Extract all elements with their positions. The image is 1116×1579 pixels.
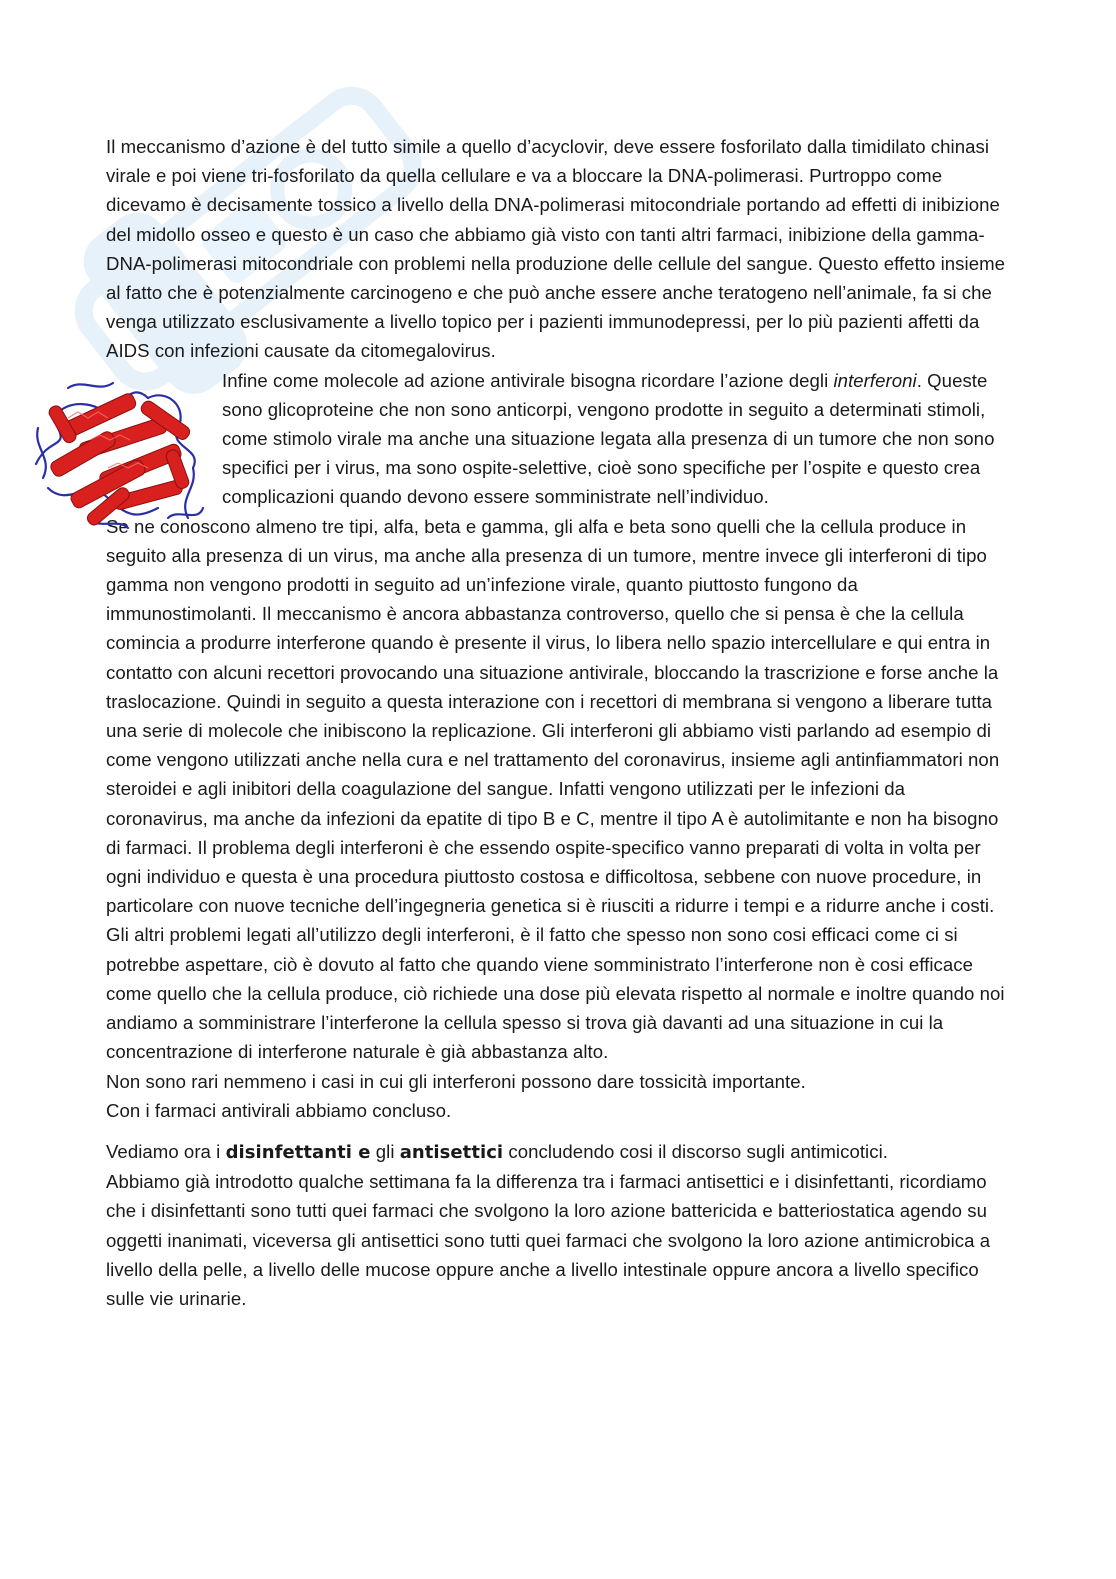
paragraph-5: Non sono rari nemmeno i casi in cui gli interferoni possono dare tossicità importante. [106, 1070, 806, 1092]
term-interferoni: interferoni [833, 369, 917, 391]
paragraph-3: Se ne conoscono almeno tre tipi, alfa, beta e gamma, gli alfa e beta sono quelli che la cellula produce in seguito alla presenza di un virus, ma anche alla presenza di un tumore, mentre invece gli interferoni di tipo gamma non vengono prodotti in seguito ad un’infezione virale, quanto piuttosto fungono da immunostimolanti. Il meccanismo è ancora abbastanza controverso, quello che si pensa è che la cellula comincia a produrre interferone quando è presente il virus, lo libera nello spazio intercellulare e qui entra in contatto con alcuni recettori provocando una situazione antivirale, bloccando la trascrizione e forse anche la traslocazione. Quindi in seguito a questa interazione con i recettori di membrana si vengono a liberare tutta una serie di molecole che inibiscono la replicazione. Gli interferoni gli abbiamo visti parlando ad esempio di come vengono utilizzati anche nella cura e nel trattamento del coronavirus, insieme agli antinfiammatori non steroidei e agli inibitori della coagulazione del sangue. Infatti vengono utilizzati per le infezioni da coronavirus, ma anche da infezioni da epatite di tipo B e C, mentre il tipo A è autolimitante e non ha bisogno di farmaci. Il problema degli interferoni è che essendo ospite-specifico vanno preparati di volta in volta per ogni individuo e questa è una procedura piuttosto costosa e difficoltosa, sebbene con nuove procedure, in particolare con nuove tecniche dell’ingegneria genetica si è riusciti a ridurre i tempi e a ridurre anche i costi. [106, 515, 1000, 917]
paragraph-4: Gli altri problemi legati all’utilizzo degli interferoni, è il fatto che spesso non sono cosi efficaci come ci si potrebbe aspettare, ciò è dovuto al fatto che quando viene somministrato l’interferone non è cosi efficace come quello che la cellula produce, ciò richiede una dose più elevata rispetto al normale e inoltre quando noi andiamo a somministrare l’interferone la cellula spesso si trova già davanti ad una situazione in cui la concentrazione di interferone naturale è già abbastanza alto. [106, 924, 1005, 1063]
protein-structure-image [28, 368, 210, 534]
term-antisettici: antisettici [399, 1141, 504, 1163]
paragraph-7: Vediamo ora i disinfettanti e gli antisettici concludendo cosi il discorso sugli antimicotici. [106, 1140, 888, 1163]
paragraph-gap [106, 1125, 1006, 1137]
paragraph-1: Il meccanismo d’azione è del tutto simile a quello d’acyclovir, deve essere fosforilato dalla timidilato chinasi virale e poi viene tri-fosforilato da quella cellulare e va a bloccare la DNA-polimerasi. Purtroppo come dicevamo è decisamente tossico a livello della DNA-polimerasi mitocondriale portando ad effetti di inibizione del midollo osseo e questo è un caso che abbiamo già visto con tanti altri farmaci, inibizione della gamma-DNA-polimerasi mitocondriale con problemi nella produzione delle cellule del sangue. Questo effetto insieme al fatto che è potenzialmente carcinogeno e che può anche essere anche teratogeno nell’animale, fa si che venga utilizzato esclusivamente a livello topico per i pazienti immunodepressi, per lo più pazienti affetti da AIDS con infezioni causate da citomegalovirus. [106, 136, 1006, 362]
interferon-intro-block [106, 366, 1006, 512]
term-disinfettanti: disinfettanti e [225, 1141, 371, 1163]
paragraph-8: Abbiamo già introdotto qualche settimana fa la differenza tra i farmaci antisettici e i disinfettanti, ricordiamo che i disinfettanti sono tutti quei farmaci che svolgono la loro azione battericida e batteriostatica agendo su oggetti inanimati, viceversa gli antisettici sono tutti quei farmaci che svolgono la loro azione antimicrobica a livello della pelle, a livello delle mucose oppure anche a livello intestinale oppure ancora a livello specifico sulle vie urinarie. [106, 1171, 991, 1309]
paragraph-interferons: Infine come molecole ad azione antivirale bisogna ricordare l’azione degli interferoni. Queste sono glicoproteine che non sono anticorpi, vengono prodotte in seguito a determinati stimoli, come stimolo virale ma anche una situazione legata alla presenza di un tumore che non sono specifici per i virus, ma sono ospite-selettive, cioè sono specifiche per l’ospite e questo crea complicazioni quando devono essere somministrate nell’individuo. [222, 369, 995, 508]
paragraph-6: Con i farmaci antivirali abbiamo concluso. [106, 1099, 452, 1121]
document-body [106, 132, 1006, 1313]
